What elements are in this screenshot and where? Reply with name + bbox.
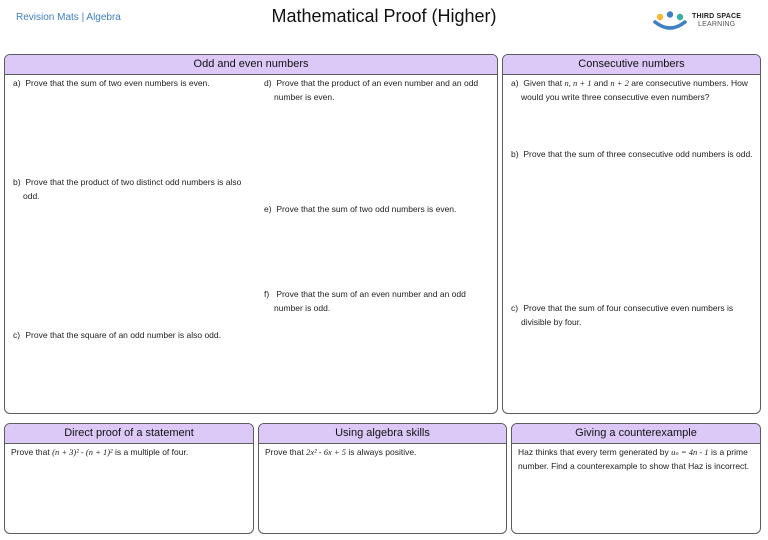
algebra-skills-header: Using algebra skills [259,424,506,444]
consecutive-question-a: a) Given that n, n + 1 and n + 2 are consecutive numbers. How would you write three consecutive even numbers? [511,78,748,102]
logo-text-line2: LEARNING [698,21,736,28]
logo-text-line1: THIRD SPACE [692,13,742,20]
odd-even-header: Odd and even numbers [5,55,497,75]
question-b: b) Prove that the product of two distinct odd numbers is also odd. [13,177,242,201]
counterexample-header: Giving a counterexample [512,424,760,444]
question-f: f) Prove that the sum of an even number and an odd number is odd. [264,289,466,313]
third-space-learning-logo-icon [652,10,688,32]
question-e: e) Prove that the sum of two odd numbers is even. [264,204,457,214]
question-d: d) Prove that the product of an even number and an odd number is even. [264,78,479,102]
direct-proof-question: Prove that (n + 3)² - (n + 1)² is a multiple of four. [11,447,189,457]
question-c: c) Prove that the square of an odd number is also odd. [13,330,221,340]
odd-even-panel [4,54,498,414]
algebra-skills-panel [258,423,507,534]
direct-proof-panel [4,423,254,534]
page-title: Mathematical Proof (Higher) [271,6,497,26]
counterexample-panel [511,423,761,534]
question-a: a) Prove that the sum of two even numbers is even. [13,78,210,88]
consecutive-question-b: b) Prove that the sum of three consecutive odd numbers is odd. [511,149,753,159]
counterexample-question: Haz thinks that every term generated by uₙ = 4n - 1 is a prime number. Find a counterexample to show that Haz is incorrect. [518,447,750,471]
consecutive-header: Consecutive numbers [503,55,760,75]
consecutive-question-c: c) Prove that the sum of four consecutive even numbers is divisible by four. [511,303,734,327]
direct-proof-header: Direct proof of a statement [5,424,253,444]
logo [652,9,760,33]
consecutive-panel [502,54,761,414]
breadcrumb[interactable]: Revision Mats | Algebra [16,12,121,23]
algebra-skills-question: Prove that 2x² - 6x + 5 is always positive. [265,447,417,457]
